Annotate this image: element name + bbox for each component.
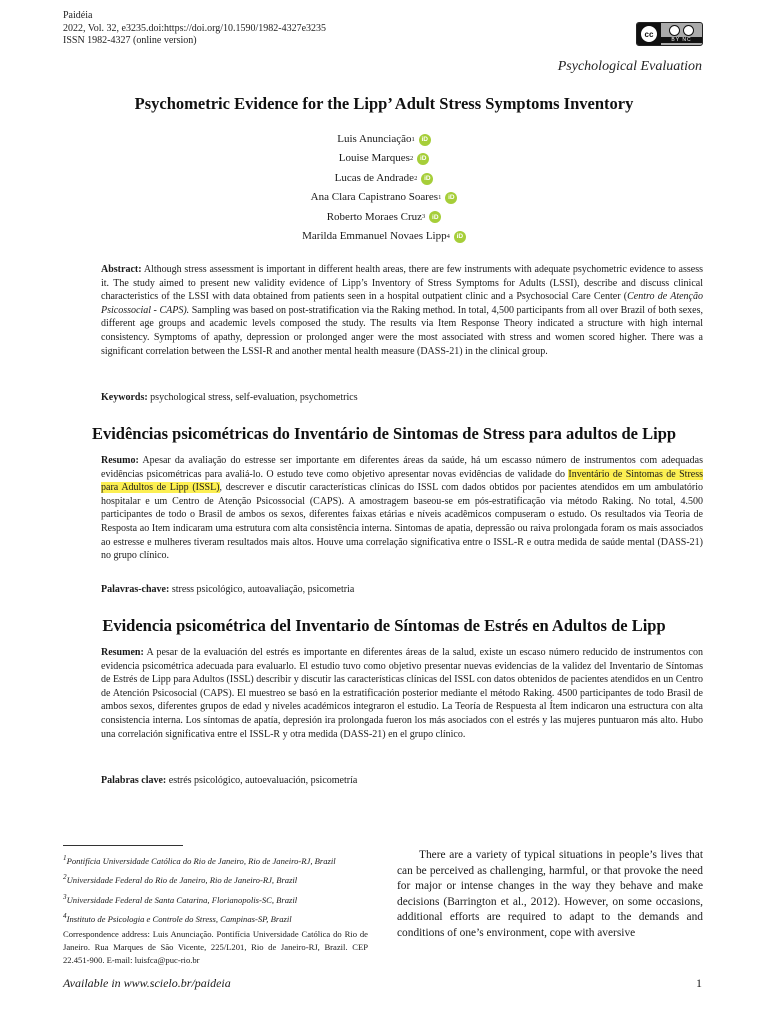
license-label: BY NC — [661, 37, 702, 43]
journal-name: Paidéia — [63, 10, 93, 21]
journal-citation: 2022, Vol. 32, e3235.doi:https://doi.org/10.1590/1982-4327e3235 — [63, 22, 327, 34]
article-title-pt: Evidências psicométricas do Inventário de Sintomas de Stress para adultos de Lipp — [91, 424, 677, 443]
abstract-label: Abstract: — [101, 264, 142, 275]
availability-link[interactable]: Available in www.scielo.br/paideia — [63, 976, 231, 990]
abstract-label: Resumo: — [101, 455, 139, 466]
journal-header — [63, 10, 326, 48]
footnote-affiliation — [63, 908, 368, 927]
author-affiliation: 2 — [414, 174, 418, 182]
author — [0, 188, 768, 207]
keywords-text: estrés psicológico, autoevaluación, psicometría — [166, 775, 358, 786]
footnote-text: Instituto de Psicologia e Controle do Stress, Campinas-SP, Brazil — [66, 913, 292, 924]
keywords-text: psychological stress, self-evaluation, psychometrics — [147, 392, 358, 403]
section-label: Psychological Evaluation — [557, 59, 702, 74]
author — [0, 208, 768, 227]
footnote-affiliation — [63, 869, 368, 888]
footnote-number: 1 — [63, 854, 67, 862]
author — [0, 227, 768, 246]
author-affiliation: 1 — [438, 193, 442, 201]
correspondence-address: Correspondence address: Luis Anunciação. Pontifícia Universidade Católica do Rio de Janeiro. Rua Marques de São Vicente, 225/L201, Rio de Janeiro-RJ, Brazil. CEP 22.451-900. E-mail: luisfca@puc-rio.br — [63, 929, 368, 965]
keywords-label: Keywords: — [101, 392, 148, 403]
keywords-es — [101, 774, 703, 787]
author — [0, 130, 768, 149]
author-name: Marilda Emmanuel Novaes Lipp — [302, 230, 447, 243]
footnote-divider — [63, 845, 183, 846]
body-paragraph: There are a variety of typical situations in people’s lives that can be perceived as challenging, harmful, or that provoke the need for major or intense changes in the way they behave and make decisions (Barrington et al., 2012). However, on some occasions, additional efforts are required to adapt to the demands and conditions of one’s environment, cope with aversive — [397, 849, 703, 939]
orcid-icon[interactable]: iD — [421, 173, 433, 185]
footnote-number: 3 — [63, 892, 67, 901]
noncommercial-icon — [683, 25, 694, 36]
abstract-text: Sampling was based on post-stratification via the Raking method. In total, 4,500 participants from all over Brazil of both sexes, different age groups and academic levels composed the study. The results via Item Response Theory indicated a structure with high internal consistency. Symptoms of apathy, depression or prolonged anger were the most associated with stress and women scored higher. There was a significant correlation between the LSSI-R and another mental health measure (DASS-21) in the clinical group. — [101, 304, 704, 357]
orcid-icon[interactable]: iD — [419, 134, 431, 146]
keywords-label: Palabras clave: — [101, 775, 167, 786]
footnote-number: 2 — [63, 873, 67, 882]
author-name: Louise Marques — [338, 152, 410, 165]
abstract-es — [101, 646, 703, 741]
footnote-text: Universidade Federal de Santa Catarina, Florianopolis-SC, Brazil — [66, 894, 298, 905]
page-number: 1 — [696, 976, 702, 990]
attribution-icon — [669, 25, 680, 36]
footnote-text: Pontifícia Universidade Católica do Rio de Janeiro, Rio de Janeiro-RJ, Brazil — [66, 855, 336, 866]
abstract-label: Resumen: — [101, 647, 144, 658]
abstract-italic: Centro de Atenção Psicossocial - CAPS). — [101, 291, 703, 316]
creative-commons-license-icon[interactable]: cc BY NC — [636, 22, 703, 46]
abstract-text: A pesar de la evaluación del estrés es importante en diferentes áreas de la salud, existe un escaso número reducido de instrumentos con evidencia psicométrica adecuada para evaluarlo. El estudio tuvo como objetivo presentar nuevas evidencias de la validez del Inventario de Síntomas de Estrés de Lipp para Adultos (ISSL) describir y discutir las características clínicas del ISSL con datos obtenidos de pacientes atendidos en un Centro de Atención Psicosocial (CAPS). El muestreo se basó en la estratificación posterior mediante el método Raking. 4500 participantes de todo Brasil de ambos sexos, diferentes grupos de edad y niveles académicos integraron el estudio. La Teoría de Respuesta al Ítem indicaron una estructura con alta consistencia interna. Los síntomas de apatía, depresión ira prolongada fueron los más asociados con el estrés y las mujeres puntuaron más alto. Hubo una correlación significativa entre el ISSL-R y otra medida (DASS-21) en el grupo clínico. — [101, 647, 703, 740]
footnote-affiliation — [63, 850, 368, 869]
keywords-en — [101, 391, 703, 404]
footnote-number: 4 — [63, 912, 67, 921]
author-affiliation: 4 — [446, 232, 450, 240]
author-name: Lucas de Andrade — [334, 171, 415, 184]
orcid-icon[interactable]: iD — [445, 192, 457, 204]
author-affiliation: 3 — [422, 213, 426, 221]
abstract-text: Although stress assessment is important in different health areas, there are few instruments with adequate psychometric evidence to assess it. The study aimed to present new validity evidence of Lipp’s Inventory of Stress Symptoms for Adults (LSSI), describe and discuss clinical characteristics of the LSSI with data obtained from patients seen in a hospital outpatient clinic and a Psychosocial Care Center ( — [101, 264, 703, 303]
footnote-affiliation — [63, 889, 368, 908]
highlighted-text[interactable]: Inventário de Sintomas de Stress para Adultos de Lipp (ISSL) — [101, 468, 703, 494]
author-name: Roberto Moraes Cruz — [326, 210, 423, 223]
author-name: Luis Anunciação — [337, 133, 412, 145]
orcid-icon[interactable]: iD — [429, 211, 441, 223]
journal-issn: ISSN 1982-4327 (online version) — [63, 35, 197, 46]
abstract-text: , descrever e discutir características clínicas do ISSL com dados obtidos por pacientes atendidos em um ambulatório hospitalar e um Centro de Atenção Psicossocial (CAPS). A amostragem baseou-se em pós-estratificação via método Raking. No total, 4.500 participantes de todo o Brasil de ambos os sexos, diferentes faixas etárias e níveis acadêmicos compuseram o estudo. Os resultados via Teoria de Resposta ao Item indicaram uma estrutura com alta consistência interna. Sintomas de apatia, depressão ou raiva prolongada foram os mais associados ao estresse e mulheres tiveram resultados mais altos. Houve uma correlação significativa entre o ISSL-R e outra medida de saúde mental (DASS-21) no grupo clínico. — [101, 482, 703, 562]
abstract-pt — [101, 454, 703, 563]
author-affiliation: 1 — [411, 135, 415, 143]
author — [0, 149, 768, 168]
author-list — [0, 130, 768, 246]
keywords-label: Palavras-chave: — [101, 584, 170, 595]
article-title-en: Psychometric Evidence for the Lipp’ Adult Stress Symptoms Inventory — [134, 94, 634, 113]
author-name: Ana Clara Capistrano Soares — [310, 191, 439, 204]
footnotes — [63, 850, 368, 967]
orcid-icon[interactable]: iD — [454, 231, 466, 243]
author — [0, 169, 768, 188]
article-title-es: Evidencia psicométrica del Inventario de Síntomas de Estrés en Adultos de Lipp — [102, 616, 666, 635]
abstract-en — [101, 263, 703, 358]
keywords-pt — [101, 583, 703, 596]
keywords-text: stress psicológico, autoavaliação, psicometria — [169, 584, 355, 595]
author-affiliation: 2 — [409, 155, 414, 163]
abstract-text: Apesar da avaliação do estresse ser importante em diferentes áreas da saúde, há um escasso número de instrumentos com adequadas evidências psicométricas para avaliá-lo. O estudo teve como objetivo apresentar novas evidências de validade do — [101, 455, 703, 480]
footnote-text: Universidade Federal do Rio de Janeiro, Rio de Janeiro-RJ, Brazil — [66, 875, 298, 886]
orcid-icon[interactable]: iD — [417, 153, 429, 165]
